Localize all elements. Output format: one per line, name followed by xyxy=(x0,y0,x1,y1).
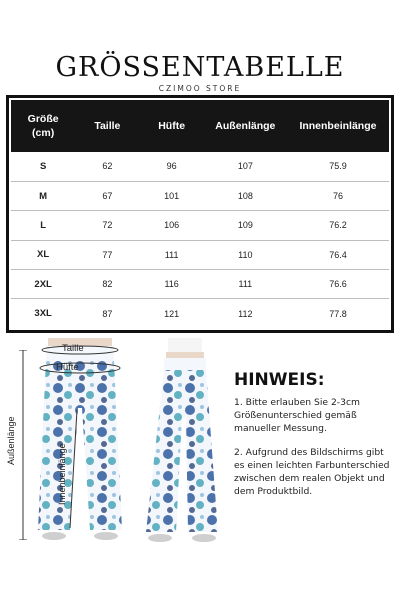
outer-length-cell: 110 xyxy=(204,240,287,269)
outer-length-cell: 112 xyxy=(238,308,253,319)
header-waist: Taille xyxy=(94,119,121,132)
hip-label: Hüfte xyxy=(56,362,79,373)
outer-length-cell: 111 xyxy=(204,270,287,299)
inseam-cell: 76.6 xyxy=(287,270,389,299)
size-cell: L xyxy=(11,211,75,240)
table-row xyxy=(11,270,389,299)
inseam-cell: 76 xyxy=(287,181,389,210)
waist-cell: 67 xyxy=(75,181,139,210)
size-cell: XL xyxy=(11,240,75,269)
outer-length-cell: 107 xyxy=(204,152,287,181)
inseam-label: Innenbeinlänge xyxy=(57,443,67,505)
waist-cell: 72 xyxy=(75,211,139,240)
inseam-cell: 76.2 xyxy=(287,211,389,240)
waist-cell: 62 xyxy=(75,152,139,181)
waist-label: Taille xyxy=(62,343,84,354)
notice-item-1: 1. Bitte erlauben Sie 2-3cm Größenunterschied gemäß manueller Messung. xyxy=(234,397,360,434)
model-photo-side xyxy=(140,338,230,548)
table-row xyxy=(11,240,389,269)
inseam-cell: 76.4 xyxy=(287,240,389,269)
header-inseam: Innenbeinlänge xyxy=(299,119,377,132)
outer-length-cell: 108 xyxy=(204,181,287,210)
inseam-cell: 75.9 xyxy=(287,152,389,181)
inseam-cell: 77.8 xyxy=(329,308,347,319)
hip-cell: 111 xyxy=(140,240,204,269)
hip-cell: 121 xyxy=(164,308,180,319)
table-row xyxy=(11,152,389,181)
size-table xyxy=(11,100,389,328)
notice-item-2: 2. Aufgrund des Bildschirms gibt es einen leichten Farbunterschied zwischen dem realen Objekt und dem Produktbild. xyxy=(234,447,390,497)
table-row xyxy=(11,181,389,210)
outer-length-cell: 109 xyxy=(204,211,287,240)
hip-cell: 96 xyxy=(140,152,204,181)
size-cell: S xyxy=(11,152,75,181)
table-row xyxy=(11,299,389,328)
waist-cell: 87 xyxy=(102,308,113,319)
hip-cell: 106 xyxy=(140,211,204,240)
outer-length-indicator xyxy=(18,350,28,540)
waist-cell: 82 xyxy=(75,270,139,299)
hip-cell: 101 xyxy=(140,181,204,210)
size-cell: M xyxy=(11,181,75,210)
page-title: GRÖSSENTABELLE xyxy=(55,52,345,83)
store-name: CZIMOO STORE xyxy=(158,84,242,93)
outer-length-label: Außenlänge xyxy=(6,416,16,465)
header-size xyxy=(11,100,75,152)
size-table-frame xyxy=(6,95,394,333)
header-hip: Hüfte xyxy=(158,119,186,132)
waist-cell: 77 xyxy=(75,240,139,269)
table-row xyxy=(11,211,389,240)
table-header-row xyxy=(11,100,389,152)
notice-title: HINWEIS: xyxy=(234,370,325,390)
size-cell: 3XL xyxy=(34,308,52,320)
header-size-text: Größe (cm) xyxy=(27,112,59,139)
size-cell: 2XL xyxy=(11,270,75,299)
model-photo-front xyxy=(30,338,130,548)
header-outer-length: Außenlänge xyxy=(215,119,276,132)
hip-cell: 116 xyxy=(140,270,204,299)
